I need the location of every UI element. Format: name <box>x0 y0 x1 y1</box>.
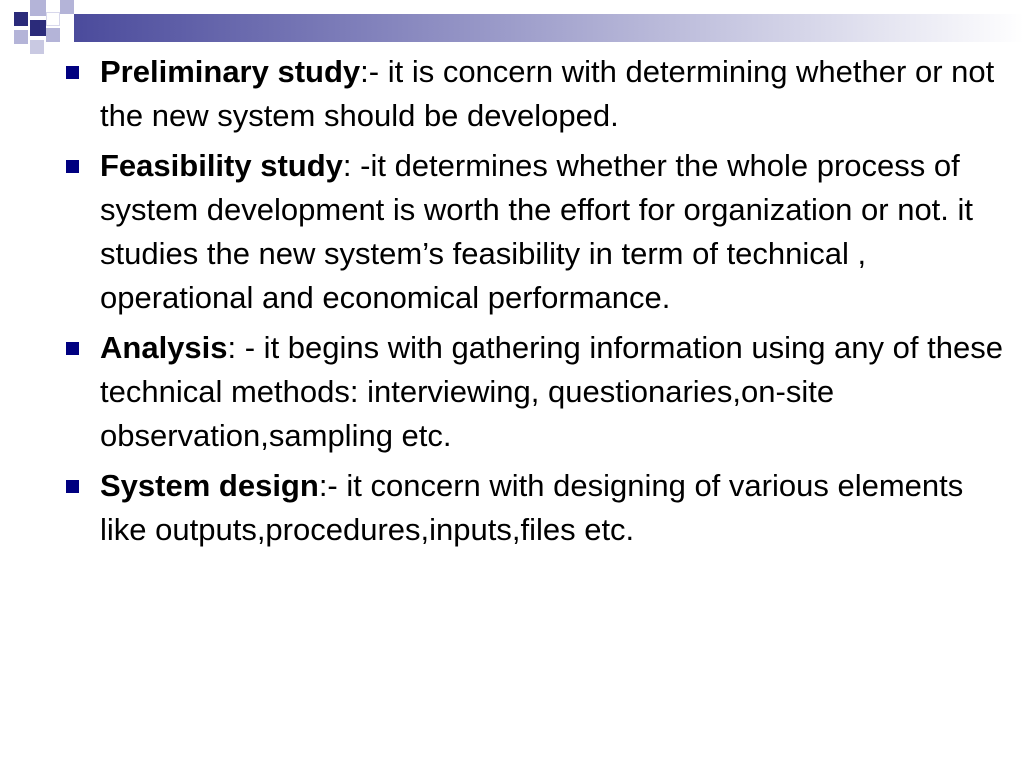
bullet-text: : -it determines whether the whole process of system development is worth the effort for organization or not. it studies the new system’s feasibility in term of technical , operational and economical performance. <box>100 148 974 315</box>
bullet-term: System design <box>100 468 319 503</box>
square-bullet-icon <box>66 160 79 173</box>
bullet-item-analysis <box>62 326 1012 458</box>
bullet-term: Preliminary study <box>100 54 361 89</box>
square-bullet-icon <box>66 66 79 79</box>
bullet-text: :- it concern with designing of various elements like outputs,procedures,inputs,files etc. <box>100 468 964 547</box>
bullet-item-feasibility-study <box>62 144 1012 320</box>
square-bullet-icon <box>66 480 79 493</box>
bullet-term: Analysis <box>100 330 228 365</box>
bullet-text: :- it is concern with determining whether or not the new system should be developed. <box>100 54 995 133</box>
bullet-item-system-design <box>62 464 1012 552</box>
bullet-text: : - it begins with gathering information using any of these technical methods: interviewing, questionaries,on-site observation,sampling etc. <box>100 330 1003 453</box>
bullet-list <box>62 50 1012 558</box>
bullet-item-preliminary-study <box>62 50 1012 138</box>
square-bullet-icon <box>66 342 79 355</box>
header-gradient-bar <box>74 14 1024 42</box>
bullet-term: Feasibility study <box>100 148 343 183</box>
